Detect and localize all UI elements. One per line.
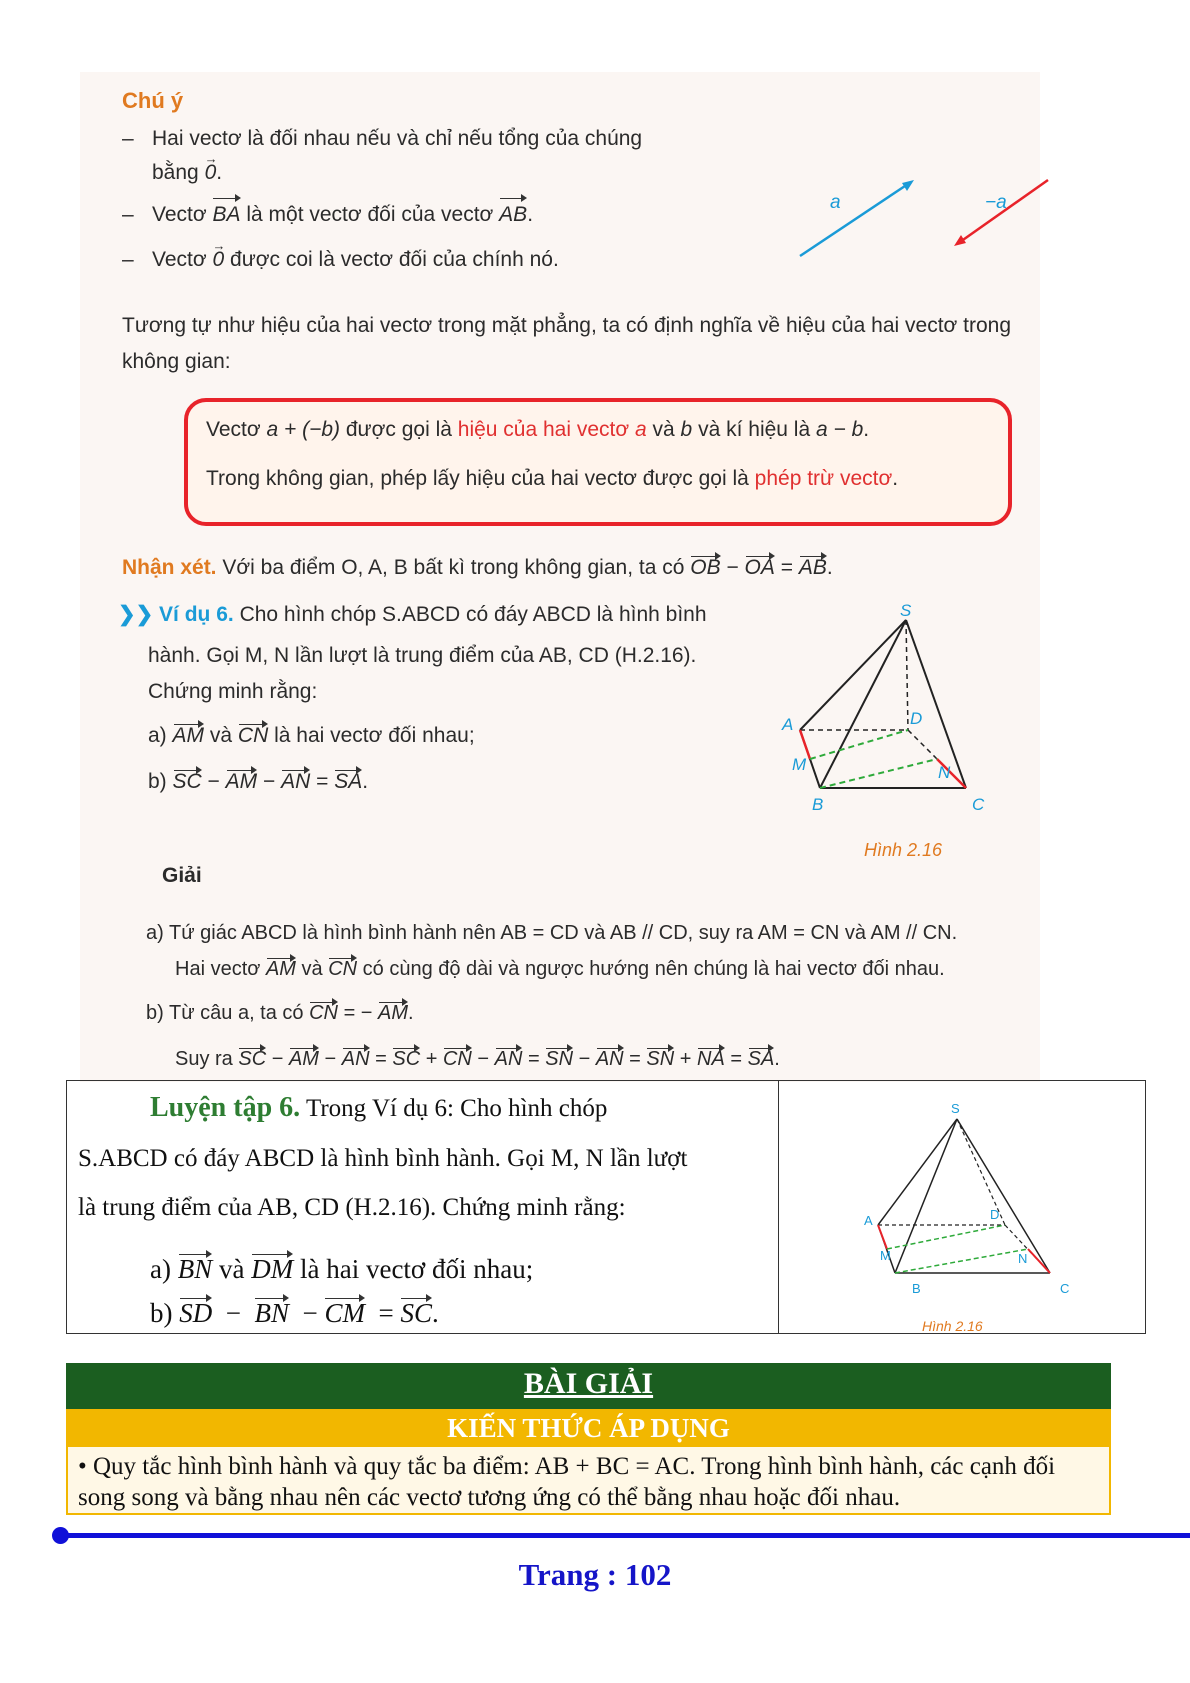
knowledge-box [66,1445,1111,1515]
def-expression: a + (−b) [266,418,341,441]
vector: SC [238,1048,267,1070]
def-text: Vectơ [206,418,261,441]
def-text: được gọi là [345,418,452,441]
knowledge-text: • Quy tắc hình bình hành và quy tắc ba điểm: AB + BC = AC. Trong hình bình hành, các cạnh đối song song và bằng nhau nên các vectơ tương ứng có thể bằng nhau hoặc đối nhau. [78,1453,1056,1511]
example-part-b: b) SC − AM − AN = SA. [148,770,369,793]
example-line-3: Chứng minh rằng: [148,680,318,703]
definition-line-1: Vectơ a + (−b) được gọi là hiệu của hai vectơ a và b và kí hiệu là a − b. [206,418,870,441]
pyramid-figure [760,600,1060,920]
solution-b-line-1 [146,1002,414,1025]
footer-dot [52,1527,69,1544]
solution-title: BÀI GIẢI [523,1367,654,1400]
punct: . [431,1298,439,1328]
vector: SC [392,1048,421,1070]
label-b: b) [148,770,167,793]
op: = [780,556,793,579]
vector-ab: AB [798,556,827,579]
knowledge-title: KIẾN THỨC ÁP DỤNG [447,1413,730,1443]
punct: . [527,203,534,226]
vector-ob: OB [690,556,721,579]
vector: NA [697,1048,725,1070]
knowledge-header-bar [66,1409,1111,1445]
vector-cm: CM [324,1298,365,1328]
def-b: b [680,418,693,441]
vector-an: AN [281,770,311,793]
intro-paragraph: Tương tự như hiệu của hai vectơ trong mặt phẳng, ta có định nghĩa về hiệu của hai vectơ trong không gian: [122,314,1012,373]
label-b: B [912,1281,921,1296]
bullet-1-text-2: bằng [152,161,199,184]
text: Suy ra [175,1048,233,1070]
vector-ba: BA [212,198,240,232]
text: và [219,1254,245,1284]
practice-line-2: S.ABCD có đáy ABCD là hình bình hành. Gọi M, N lần lượt [78,1145,688,1172]
label-n: N [1018,1251,1028,1266]
vector: AN [341,1048,370,1070]
def-text: và kí hiệu là [698,418,811,441]
vector: CN [442,1048,472,1070]
note-title: Chú ý [122,88,184,113]
vector-sc: SC [172,770,202,793]
vector-am: AM [225,770,258,793]
text: b) Từ câu a, ta có [146,1002,304,1024]
def-highlight-a: a [634,418,647,441]
practice-part-a [150,1254,533,1285]
remark-text: Với ba điểm O, A, B bất kì trong không gian, ta có [222,556,685,579]
zero-vector: 0 → [212,243,224,277]
practice-table-divider [778,1080,779,1334]
zero-vector: 0 → [205,156,217,190]
vector-neg-a-label: −a [985,192,1007,213]
bullet-3-text-2: được coi là vectơ đối của chính nó. [230,248,559,271]
bullet-1-text: Hai vectơ là đối nhau nếu và chỉ nếu tổng của chúng [152,127,643,150]
solution-a-line-1: a) Tứ giác ABCD là hình bình hành nên AB = CD và AB // CD, suy ra AM = CN và AM // CN. [146,922,958,944]
label-c: C [1060,1281,1070,1296]
def-text: và [652,418,675,441]
practice-part-b: b) SD − BN − CM = SC. [150,1298,439,1328]
definition-line-2 [206,467,898,491]
bullet-2-text: Vectơ [152,203,207,226]
vector-neg-a-arrowhead [954,235,966,246]
def-highlight: hiệu của hai vectơ [457,418,630,441]
label-a: A [782,715,794,734]
example-title [118,602,707,627]
op: − [726,556,739,579]
example-line-2: hành. Gọi M, N lần lượt là trung điểm của AB, CD (H.2.16). [148,644,697,667]
def-highlight: phép trừ vectơ [754,467,893,490]
text: là hai vectơ đối nhau; [299,1254,534,1284]
def-difference: a − b [816,418,864,441]
solution-a-line-2 [175,958,945,981]
solution-b-line-2: Suy ra SC − AM − AN = SC + CN − AN = SN − AN = SN + NA = SA. [175,1048,780,1070]
vector-cn: CN [309,1002,338,1024]
label-s: S [900,601,912,620]
text: và [301,958,323,980]
punct: . [216,161,223,184]
remark-label: Nhận xét. [122,556,217,579]
solution-header-bar [66,1363,1111,1409]
label-s: S [951,1101,960,1116]
vector-cn: CN [328,958,358,980]
pyramid-figure-small [840,1095,1080,1335]
text: có cùng độ dài và ngược hướng nên chúng là hai vectơ đối nhau. [362,958,945,980]
vector: SN [545,1048,574,1070]
label-a: a) [150,1254,171,1284]
example-marker-icon: ❯❯ [118,603,154,626]
punct: . [826,556,833,579]
page-number: Trang : 102 [518,1557,672,1592]
punct: . [408,1002,414,1024]
vector-a-label: a [830,192,841,213]
label-d: D [990,1207,1000,1222]
vector-sd: SD [179,1298,213,1328]
vector: AN [595,1048,624,1070]
label-c: C [972,795,985,814]
label-a: a) [148,724,167,747]
practice-title: Luyện tập 6. [150,1092,301,1123]
solution-label: Giải [162,864,202,887]
label-a: A [864,1213,873,1228]
vector-a-arrow [800,184,908,256]
text: và [209,724,233,747]
vector-bn: BN [254,1298,289,1328]
vector: AN [494,1048,523,1070]
vector: SA [747,1048,775,1070]
label-n: N [938,763,951,782]
footer-line [60,1533,1190,1538]
practice-text: Trong Ví dụ 6: Cho hình chóp [305,1095,608,1122]
vector-am: AM [378,1002,409,1024]
label-m: M [792,755,807,774]
opposite-vectors-illustration [790,170,1090,270]
vector-oa: OA [744,556,775,579]
example-part-a [148,724,475,748]
text: Hai vectơ [175,958,261,980]
vector: SN [646,1048,675,1070]
op: = − [343,1002,373,1024]
vector-bn: BN [177,1254,213,1284]
label-b: b) [150,1298,173,1328]
bullet-3-text: Vectơ [152,248,207,271]
vector-a-arrowhead [902,180,914,191]
practice-line-3: là trung điểm của AB, CD (H.2.16). Chứng minh rằng: [78,1194,626,1221]
label-b: B [812,795,824,814]
punct: . [892,467,899,490]
text: là hai vectơ đối nhau; [274,724,475,747]
remark [122,556,833,580]
practice-line-1 [150,1092,607,1124]
example-line-1: Cho hình chóp S.ABCD có đáy ABCD là hình bình [239,603,707,626]
definition-box [184,398,1012,526]
label-d: D [910,709,923,728]
figure-caption: Hình 2.16 [864,840,943,860]
vector-ab: AB [499,198,527,232]
example-label: Ví dụ 6. [159,603,234,626]
vector-dm: DM [251,1254,294,1284]
vector: AM [288,1048,319,1070]
figure-caption: Hình 2.16 [922,1318,983,1334]
vector-sa: SA [334,770,363,793]
label-m: M [880,1248,891,1263]
def-text: Trong không gian, phép lấy hiệu của hai vectơ được gọi là [206,467,749,490]
vector-cn: CN [237,724,269,747]
bullet-2-text-2: là một vectơ đối của vectơ [246,203,494,226]
vector-am: AM [265,958,296,980]
vector-am: AM [172,724,205,747]
vector-sc: SC [400,1298,432,1328]
